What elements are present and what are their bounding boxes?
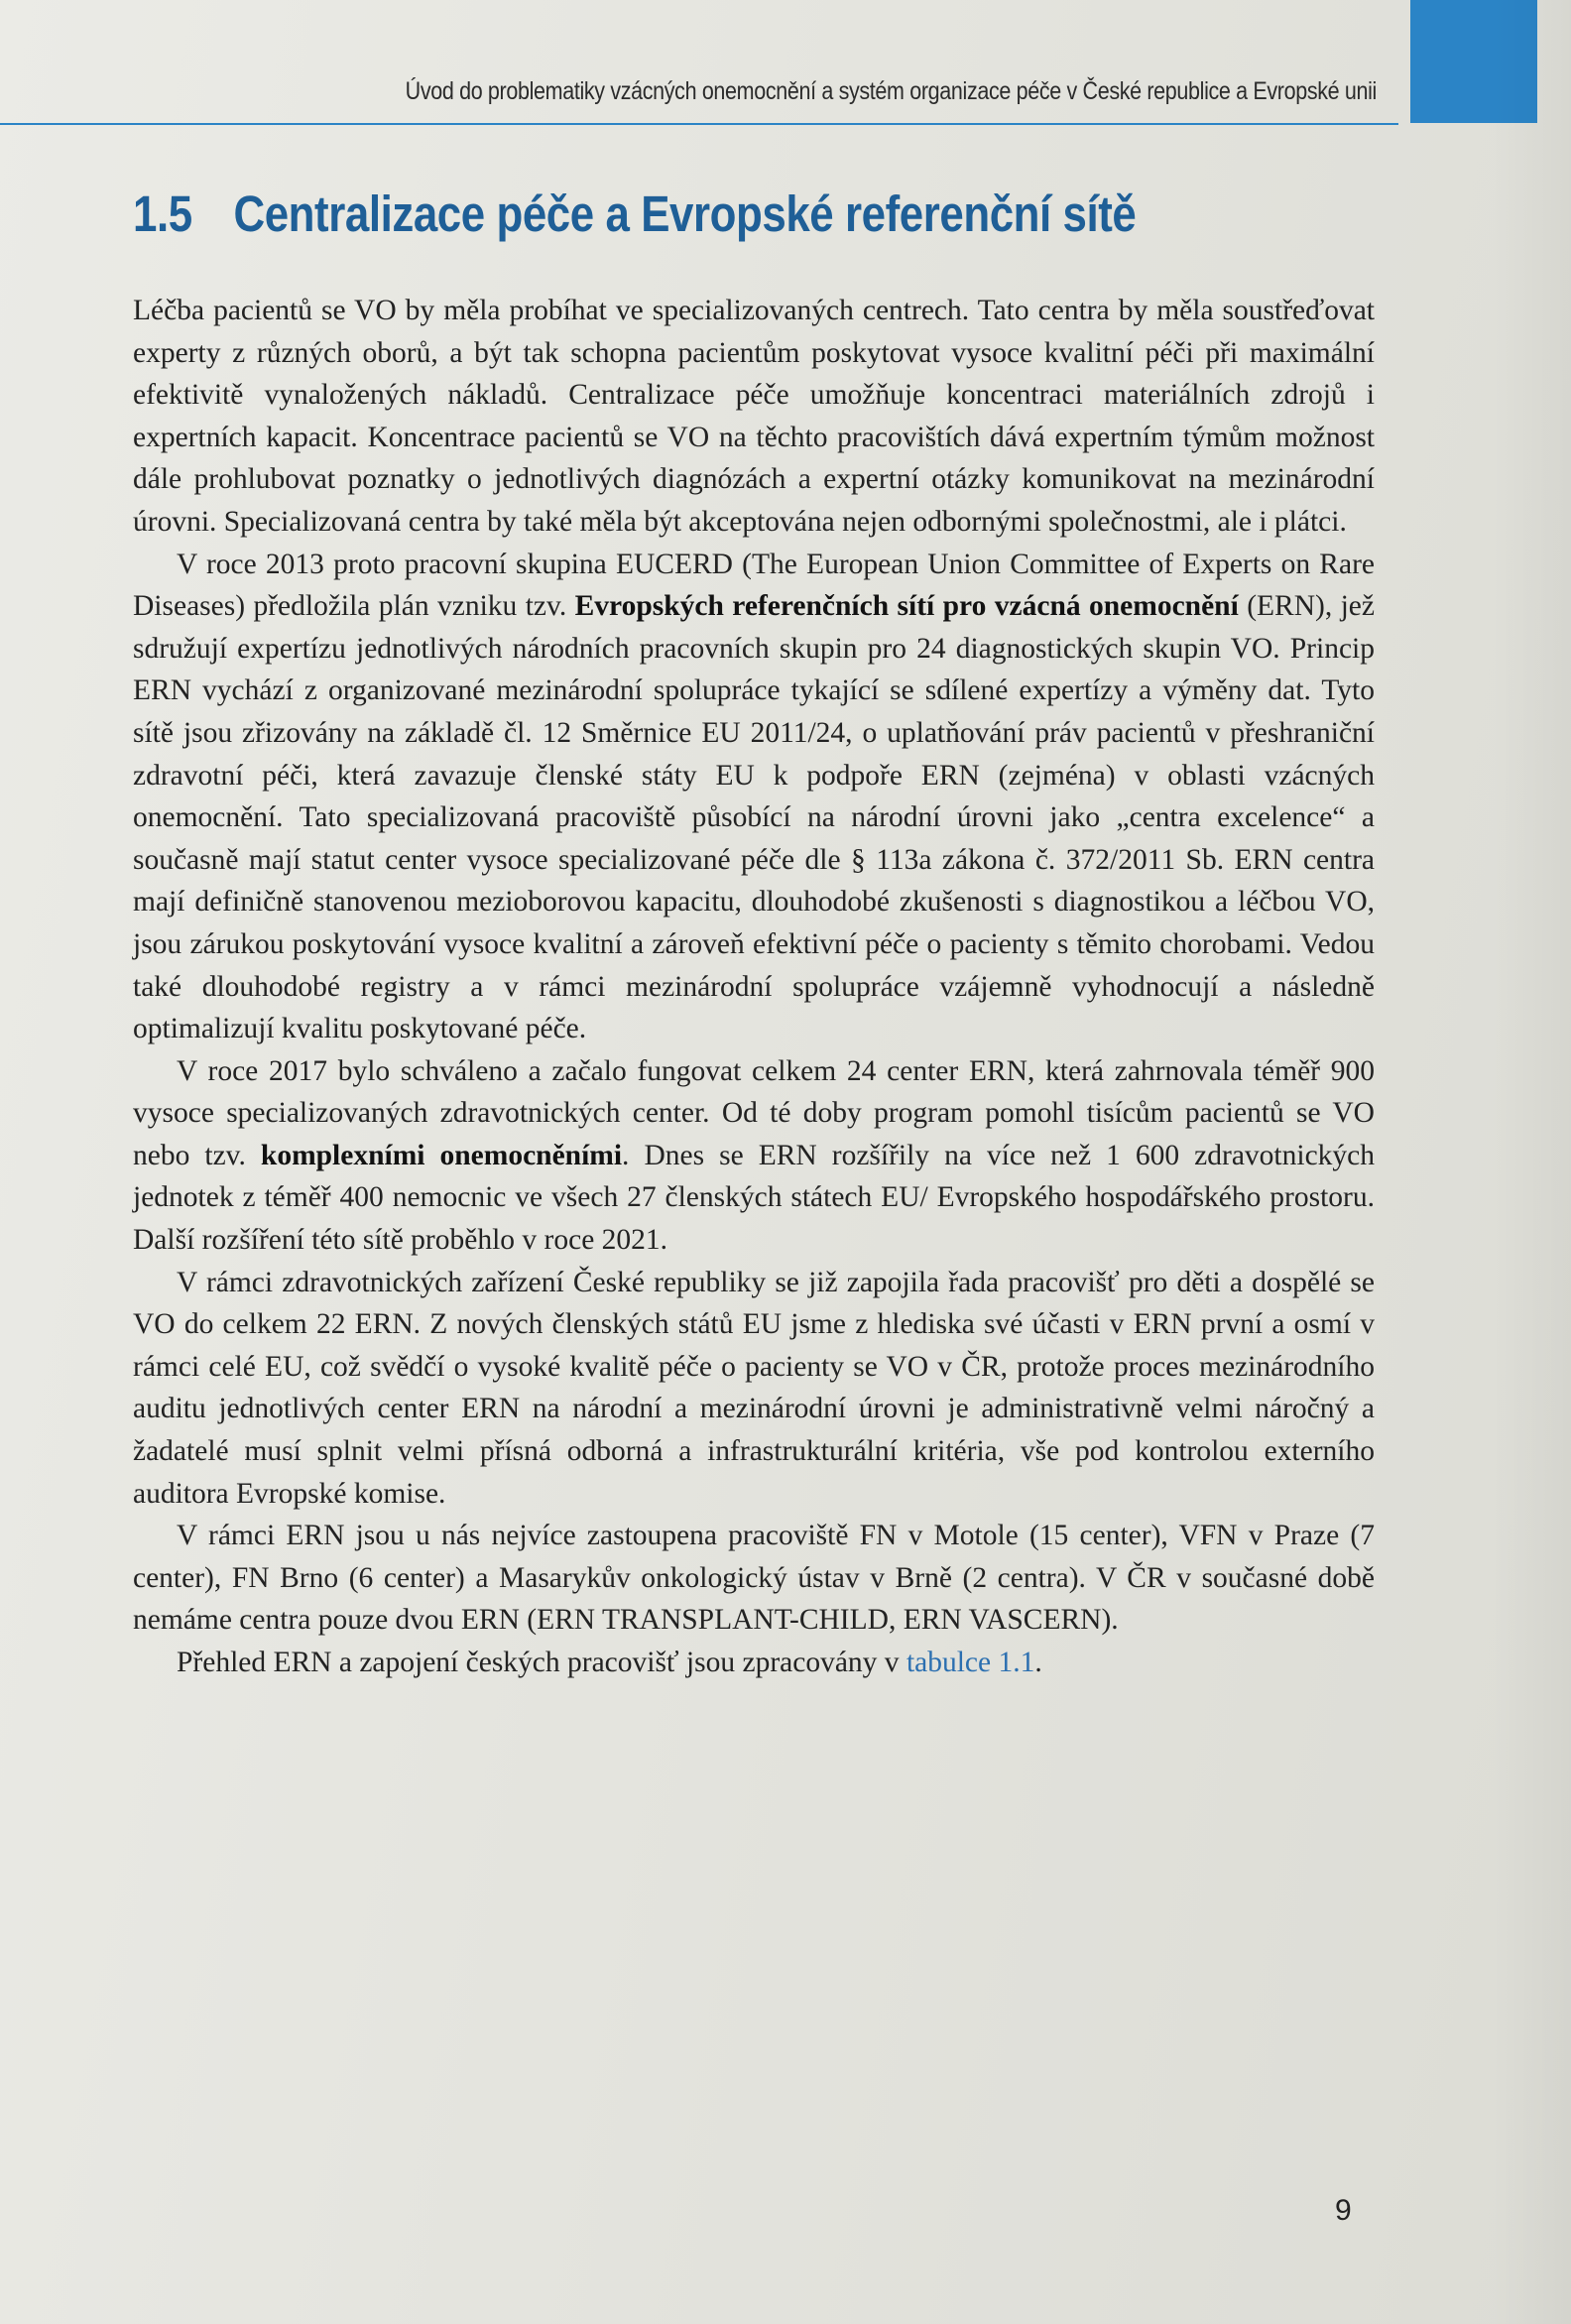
paragraph-6: [133, 1642, 1375, 1684]
paragraph-6-text-b: .: [1034, 1647, 1042, 1678]
section-number: 1.5: [133, 185, 192, 242]
table-reference-link[interactable]: tabulce 1.1: [906, 1647, 1035, 1678]
running-header: Úvod do problematiky vzácných onemocnění a systém organizace péče v České republice a Evropské unii: [405, 77, 1377, 105]
paragraph-3: [133, 1050, 1375, 1262]
paragraph-5: V rámci ERN jsou u nás nejvíce zastoupena pracoviště FN v Motole (15 center), VFN v Praze (7 center), FN Brno (6 center) a Masarykův onkologický ústav v Brně (2 centra). V ČR v současné době nemáme centra pouze dvou ERN (ERN TRANSPLANT-CHILD, ERN VASCERN).: [133, 1520, 1375, 1637]
paragraph-2: [133, 544, 1375, 1050]
section-title: Centralizace péče a Evropské referenční sítě: [233, 185, 1137, 242]
paragraph-2-text-b: (ERN), jež sdružují expertízu jednotlivých národních pracovních skupin pro 24 diagnostických skupin VO. Princip ERN vychází z organizované mezinárodní spolupráce tykající se sdílené expertízy a výměny dat. Tyto sítě jsou zřizovány na základě čl. 12 Směrnice EU 2011/24, o uplatňování práv pacientů v přeshraniční zdravotní péči, která zavazuje členské státy EU k podpoře ERN (zejména) v oblasti vzácných onemocnění. Tato specializovaná pracoviště působící na národní úrovni jako „centra excelence“ a současně mají statut center vysoce specializované péče dle § 113a zákona č. 372/2011 Sb. ERN centra mají definičně stanovenou mezioborovou kapacitu, dlouhodobé zkušenosti s diagnostikou a léčbou VO, jsou zárukou poskytování vysoce kvalitní a zároveň efektivní péče o pacienty s těmito chorobami. Vedou také dlouhodobé registry a v rámci mezinárodní spolupráce vzájemně vyhodnocují a následně optimalizují kvalitu poskytované péče.: [133, 590, 1375, 1045]
header-rule: [0, 123, 1398, 125]
section-heading: [133, 184, 1136, 243]
paragraph-4: V rámci zdravotnických zařízení České republiky se již zapojila řada pracovišť pro děti a dospělé se VO do celkem 22 ERN. Z nových členských států EU jsme z hlediska své účasti v ERN první a osmí v rámci celé EU, což svědčí o vysoké kvalitě péče o pacienty se VO v ČR, protože proces mezinárodního auditu jednotlivých center ERN na národní a mezinárodní úrovni je administrativně velmi náročný a žadatelé musí splnit velmi přísná odborná a infrastrukturální kritéria, vše pod kontrolou externího auditora Evropské komise.: [133, 1266, 1375, 1510]
paragraph-3-text-a: V roce 2017 bylo schváleno a začalo fungovat celkem 24 center ERN, která zahrnovala téměř 900 vysoce specializovaných zdravotnických center. Od té doby program pomohl tisícům pacientů se VO nebo tzv.: [133, 1054, 1375, 1171]
paragraph-2-text-a: V roce 2013 proto pracovní skupina EUCERD (The European Union Committee of Experts on Rare Diseases) předložila plán vzniku tzv.: [133, 548, 1375, 623]
paragraph-3-text-b: . Dnes se ERN rozšířily na více než 1 600 zdravotnických jednotek z téměř 400 nemocnic ve všech 27 členských státech EU/ Evropského hospodářského prostoru. Další rozšíření této sítě proběhlo v roce 2021.: [133, 1139, 1376, 1257]
term-complex-diseases: komplexními onemocněními: [260, 1139, 623, 1171]
paragraph-6-text-a: Přehled ERN a zapojení českých pracovišť jsou zpracovány v: [177, 1647, 906, 1678]
term-ern: Evropských referenčních sítí pro vzácná onemocnění: [574, 590, 1239, 623]
paragraph-1: Léčba pacientů se VO by měla probíhat ve specializovaných centrech. Tato centra by měla soustřeďovat experty z různých oborů, a být tak schopna pacientům poskytovat vysoce kvalitní péči při maximální efektivitě vynaložených nákladů. Centralizace péče umožňuje koncentraci materiálních zdrojů i expertních kapacit. Koncentrace pacientů se VO na těchto pracovištích dává expertním týmům možnost dále prohlubovat poznatky o jednotlivých diagnózách a expertní otázky komunikovat na mezinárodní úrovni. Specializovaná centra by také měla být akceptována nejen odbornými společnostmi, ale i plátci.: [133, 295, 1375, 538]
body-text: [133, 290, 1375, 1684]
page-number: 9: [1335, 2194, 1352, 2227]
page-edge-shadow: [1492, 0, 1571, 2324]
